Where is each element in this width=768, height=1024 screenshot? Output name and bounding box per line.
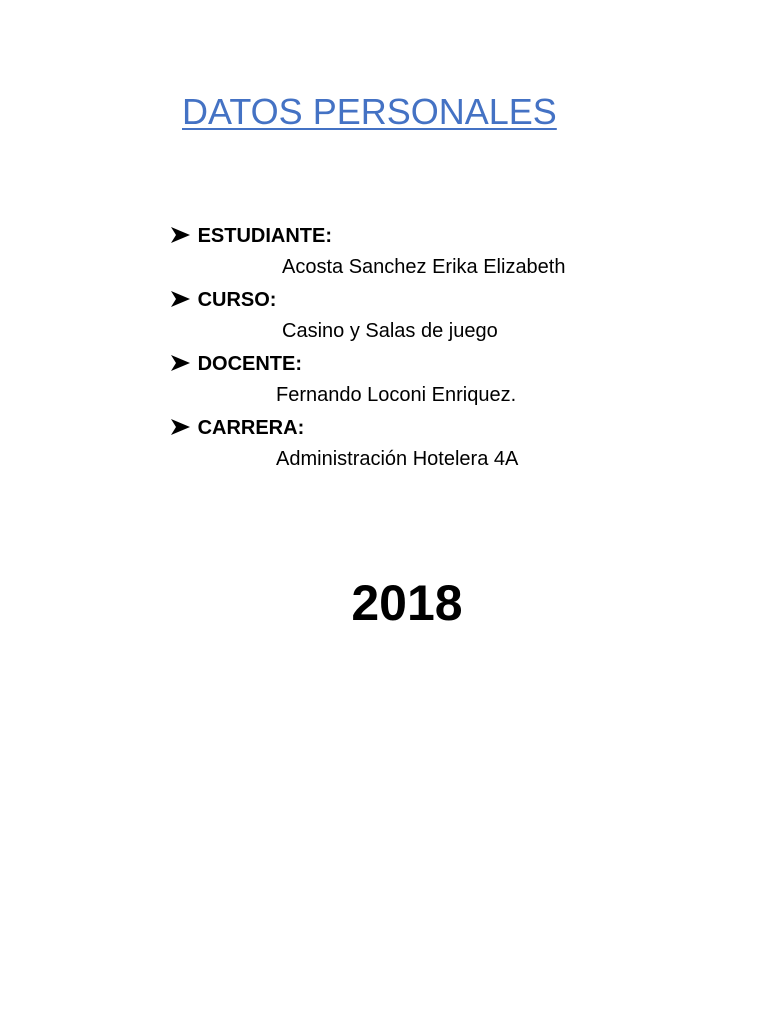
- field-label: DOCENTE:: [197, 353, 303, 375]
- field-label: ESTUDIANTE:: [197, 225, 333, 247]
- arrow-bullet-icon: [170, 225, 192, 245]
- field-carrera: [0, 414, 768, 478]
- arrow-bullet-icon: [170, 353, 192, 373]
- arrow-bullet-icon: [170, 289, 192, 309]
- field-value: Casino y Salas de juego: [282, 320, 498, 342]
- field-label: CARRERA:: [197, 417, 305, 439]
- field-value: Administración Hotelera 4A: [276, 448, 519, 470]
- field-curso: [0, 286, 768, 350]
- field-label: CURSO:: [197, 289, 277, 311]
- field-value: Acosta Sanchez Erika Elizabeth: [282, 256, 566, 278]
- field-docente: [0, 350, 768, 414]
- field-estudiante: [0, 222, 768, 286]
- field-value: Fernando Loconi Enriquez.: [276, 384, 517, 406]
- year: 2018: [351, 575, 463, 631]
- page-title: DATOS PERSONALES: [182, 91, 557, 132]
- arrow-bullet-icon: [170, 417, 192, 437]
